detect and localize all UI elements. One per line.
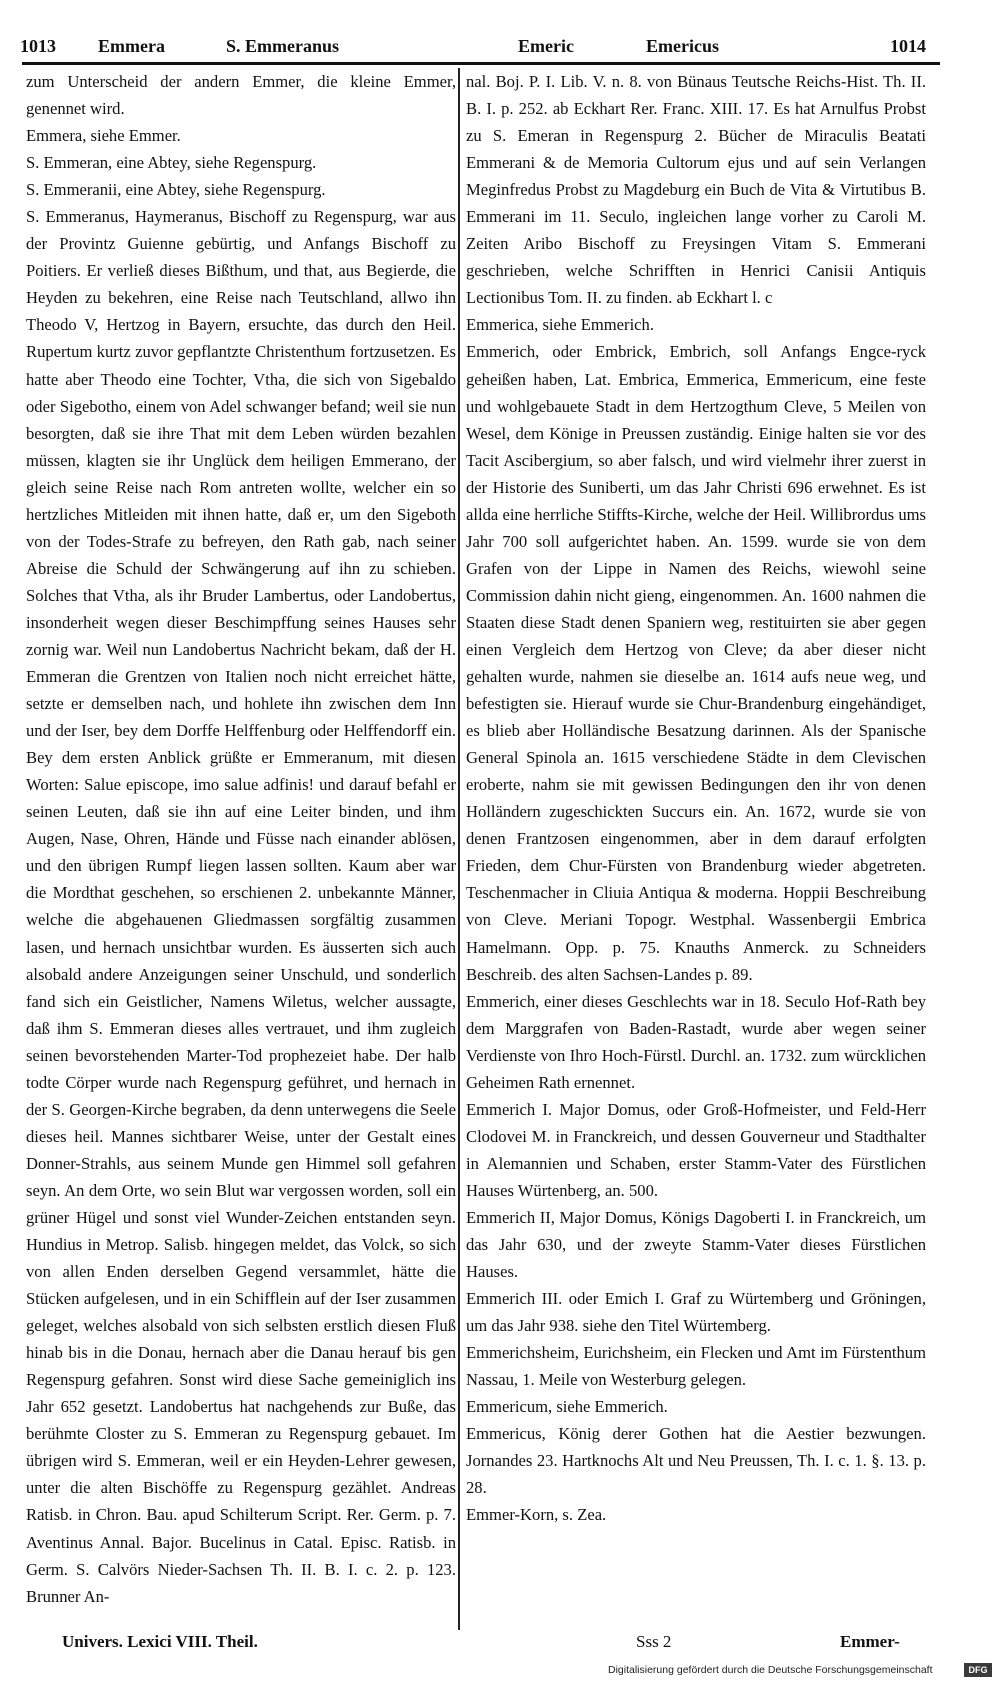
left-column bbox=[26, 68, 456, 1610]
entry-paragraph: S. Emmeran, eine Abtey, siehe Regenspurg. bbox=[26, 153, 317, 173]
header-word-2: S. Emmeranus bbox=[226, 36, 340, 56]
right-column bbox=[466, 68, 926, 1529]
entry-paragraph: Emmerich, oder Embrick, Embrich, soll Anfangs Engce-ryck geheißen haben, Lat. Embrica, Emmerica, Emmericum, eine feste und wohlgebauete Stadt in dem Hertzogthum Cleve, 5 Meilen von Wesel, dem Könige in Preussen zuständig. Einige halten sie vor des Tacit Ascibergium, so aber falsch, und wird vielmehr ihrer zuerst in der Historie des Suniberti, um das Jahr Christi 696 erwehnet. Es ist allda eine herrliche Stiffts-Kirche, welche der Heil. Willibrordus ums Jahr 700 soll aufgerichtet haben. An. 1599. wurde sie von dem Grafen von der Lippe in Namen des Reichs, wiewohl seine Commission dahin nicht gieng, eingenommen. An. 1600 nahmen die Staaten diese Stadt denen Spaniern weg, restituirten sie aber gegen einen Vergleich dem Hertzog von Cleve; da aber dieser nicht gehalten wurde, nahmen sie dieselbe an. 1614 aufs neue weg, und befestigten sie. Hierauf wurde sie Chur-Brandenburg eingehändiget, es blieb aber Holländische Besatzung darinnen. Als der Spanische General Spinola an. 1615 verschiedene Städte in dem Clevischen eroberte, nahm sie mit gewissen Bedingungen den ihr von denen Holländern zugeschickten Succurs ein. An. 1672, wurde sie von denen Frantzosen eingenommen, aber in dem darauf erfolgten Frieden, dem Chur-Fürsten von Brandenburg wieder abgetreten. Teschenmacher in Cliuia Antiqua & moderna. Hoppii Beschreibung von Cleve. Meriani Topogr. Westphal. Wassenbergii Embrica Hamelmann. Opp. p. 75. Knauths Anmerck. zu Schneiders Beschreib. des alten Sachsen-Landes p. 89. bbox=[466, 342, 926, 984]
header-word-1: Emmera bbox=[98, 36, 165, 56]
entry-paragraph: Emmer-Korn, s. Zea. bbox=[466, 1505, 607, 1525]
footer-signature: Sss 2 bbox=[636, 1632, 672, 1651]
entry-paragraph: nal. Boj. P. I. Lib. V. n. 8. von Bünaus Teutsche Reichs-Hist. Th. II. B. I. p. 252. ab Eckhart Rer. Franc. XIII. 17. Es hat Arnulfus Probst zu S. Emeran in Regenspurg 2. Bücher de Miraculis Beatati Emmerani & de Memoria Cultorum ejus und auf sein Verlangen Meginfredus Probst zu Magdeburg ein Buch de Vita & Virtutibus B. Emmerani im 11. Seculo, ingleichen lange vorher zu Caroli M. Zeiten Aribo Bischoff zu Freysingen Vitam S. Emmerani geschrieben, welche Schrifften in Henrici Canisii Antiquis Lectionibus Tom. II. zu finden. ab Eckhart l. c bbox=[466, 72, 926, 308]
footer-title: Univers. Lexici VIII. Theil. bbox=[62, 1632, 258, 1651]
entry-paragraph: Emmerich III. oder Emich I. Graf zu Würtemberg und Gröningen, um das Jahr 938. siehe den Titel Würtemberg. bbox=[466, 1289, 926, 1336]
header-word-4: Emericus bbox=[646, 36, 719, 56]
entry-paragraph: zum Unterscheid der andern Emmer, die kleine Emmer, genennet wird. bbox=[26, 72, 456, 119]
footer-catchword: Emmer- bbox=[840, 1632, 900, 1651]
page-number-right: 1014 bbox=[890, 36, 926, 56]
entry-paragraph: Emmerich II, Major Domus, Königs Dagoberti I. in Franckreich, um das Jahr 630, und der zweyte Stamm-Vater dieses Fürstlichen Hauses. bbox=[466, 1207, 926, 1282]
running-header bbox=[18, 28, 938, 62]
entry-paragraph: Emmericum, siehe Emmerich. bbox=[466, 1397, 668, 1417]
dfg-logo: DFG bbox=[964, 1663, 992, 1677]
entry-paragraph: S. Emmeranii, eine Abtey, siehe Regenspurg. bbox=[26, 180, 326, 200]
entry-paragraph: Emmera, siehe Emmer. bbox=[26, 126, 181, 146]
header-word-3: Emeric bbox=[518, 36, 574, 56]
entry-paragraph: S. Emmeranus, Haymeranus, Bischoff zu Regenspurg, war aus der Provintz Guienne gebürtig, und Anfangs Bischoff zu Poitiers. Er verließ dieses Bißthum, und that, aus Begierde, die Heyden zu bekehren, eine Reise nach Teutschland, allwo ihn Theodo V, Hertzog in Bayern, ersuchte, das durch den Heil. Rupertum kurtz zuvor gepflantzte Christenthum fortzusetzen. Es hatte aber Theodo eine Tochter, Vtha, die sich von Sigebaldo oder Sigebotho, einem von Adel schwanger befand; weil sie nun besorgten, daß sie ihre That mit dem Leben würden bezahlen müssen, klagten sie ihr Unglück dem heiligen Emmerano, der gleich seine Reise nach Rom antreten wollte, welcher ein so hertzliches Mitleiden mit ihnen hatte, daß er, um den Sigeboth von der Todes-Strafe zu befreyen, den Rath gab, nach seiner Abreise die Schuld der Schwängerung auf ihn zu schieben. Solches that Vtha, als ihr Bruder Lambertus, oder Landobertus, insonderheit wegen dieser Beschimpffung seines Hauses sehr zornig war. Weil nun Landobertus Nachricht bekam, daß der H. Emmeran die Grentzen von Italien noch nicht erreichet hätte, setzte er demselben nach, und hohlete ihn zwischen dem Inn und der Iser, bey dem Dorffe Helffenburg oder Helffendorff ein. Bey dem ersten Anblick grüßte er Emmeranum, mit diesen Worten: Salue episcope, imo salue adfinis! und darauf befahl er seinen Leuten, daß sie ihn auf eine Leiter binden, und ihm Augen, Nase, Ohren, Hände und Füsse nach einander ablösen, und den übrigen Rumpf liegen lassen sollten. Kaum aber war die Mordthat geschehen, so erschienen 2. unbekannte Männer, welche die abgehauenen Gliedmassen sorgfältig zusammen lasen, und hernach unsichtbar wurden. Es äusserten sich auch alsobald andere Anzeigungen seiner Unschuld, und sonderlich fand sich ein Geistlicher, Namens Wiletus, welcher aussagte, daß ihm S. Emmeran dieses alles vertrauet, und ihm zugleich seinen bevorstehenden Marter-Tod prophezeiet habe. Der halb todte Cörper wurde nach Regenspurg geführet, und hernach in der S. Georgen-Kirche begraben, da denn unterwegens die Seele dieses heil. Mannes sichtbarer Weise, unter der Gestalt eines Donner-Strahls, aus seinem Munde gen Himmel soll gefahren seyn. An dem Orte, wo sein Blut war vergossen worden, soll ein grüner Hügel und sonst viel Wunder-Zeichen entstanden seyn. Hundius in Metrop. Salisb. hingegen meldet, das Volck, so sich von allen Enden derselben Gegend versammlet, hätte die Stücken aufgelesen, und in ein Schifflein auf der Iser zusammen geleget, welches alsobald von sich selbsten erstlich diesen Fluß hinab bis in die Donau, hernach aber die Danau herauf bis gen Regenspurg gefahren. Sonst wird diese Sache gemeiniglich ins Jahr 652 gesetzt. Landobertus hat nachgehends zur Buße, das berühmte Closter zu S. Emmeran zu Regenspurg gebauet. Im übrigen wird S. Emmeran, weil er ein Heyden-Lehrer gewesen, unter die alten Bischöffe zu Regenspurg gezählet. Andreas Ratisb. in Chron. Bau. apud Schilterum Script. Rer. Germ. p. 7. Aventinus Annal. Bajor. Bucelinus in Catal. Episc. Ratisb. in Germ. S. Calvörs Nieder-Sachsen Th. II. B. I. c. 2. p. 123. Brunner An- bbox=[26, 207, 456, 1606]
header-rule bbox=[22, 62, 940, 65]
digitization-credit: Digitalisierung gefördert durch die Deutsche Forschungsgemeinschaft bbox=[608, 1664, 933, 1676]
column-divider bbox=[458, 68, 460, 1630]
entry-paragraph: Emmerichsheim, Eurichsheim, ein Flecken und Amt im Fürstenthum Nassau, 1. Meile von Westerburg gelegen. bbox=[466, 1343, 926, 1390]
entry-paragraph: Emmericus, König derer Gothen hat die Aestier bezwungen. Jornandes 23. Hartknochs Alt und Neu Preussen, Th. I. c. 1. §. 13. p. 28. bbox=[466, 1424, 926, 1498]
entry-paragraph: Emmerica, siehe Emmerich. bbox=[466, 315, 654, 335]
page-number-left: 1013 bbox=[20, 36, 56, 56]
entry-paragraph: Emmerich I. Major Domus, oder Groß-Hofmeister, und Feld-Herr Clodovei M. in Franckreich, und dessen Gouverneur und Stadthalter in Alemannien und Schaben, erster Stamm-Vater des Fürstlichen Hauses Würtenberg, an. 500. bbox=[466, 1099, 926, 1200]
entry-paragraph: Emmerich, einer dieses Geschlechts war in 18. Seculo Hof-Rath bey dem Marggrafen von Baden-Rastadt, wurde aber wegen seiner Verdienste von Ihro Hoch-Fürstl. Durchl. an. 1732. zum würcklichen Geheimen Rath ernennet. bbox=[466, 991, 926, 1092]
